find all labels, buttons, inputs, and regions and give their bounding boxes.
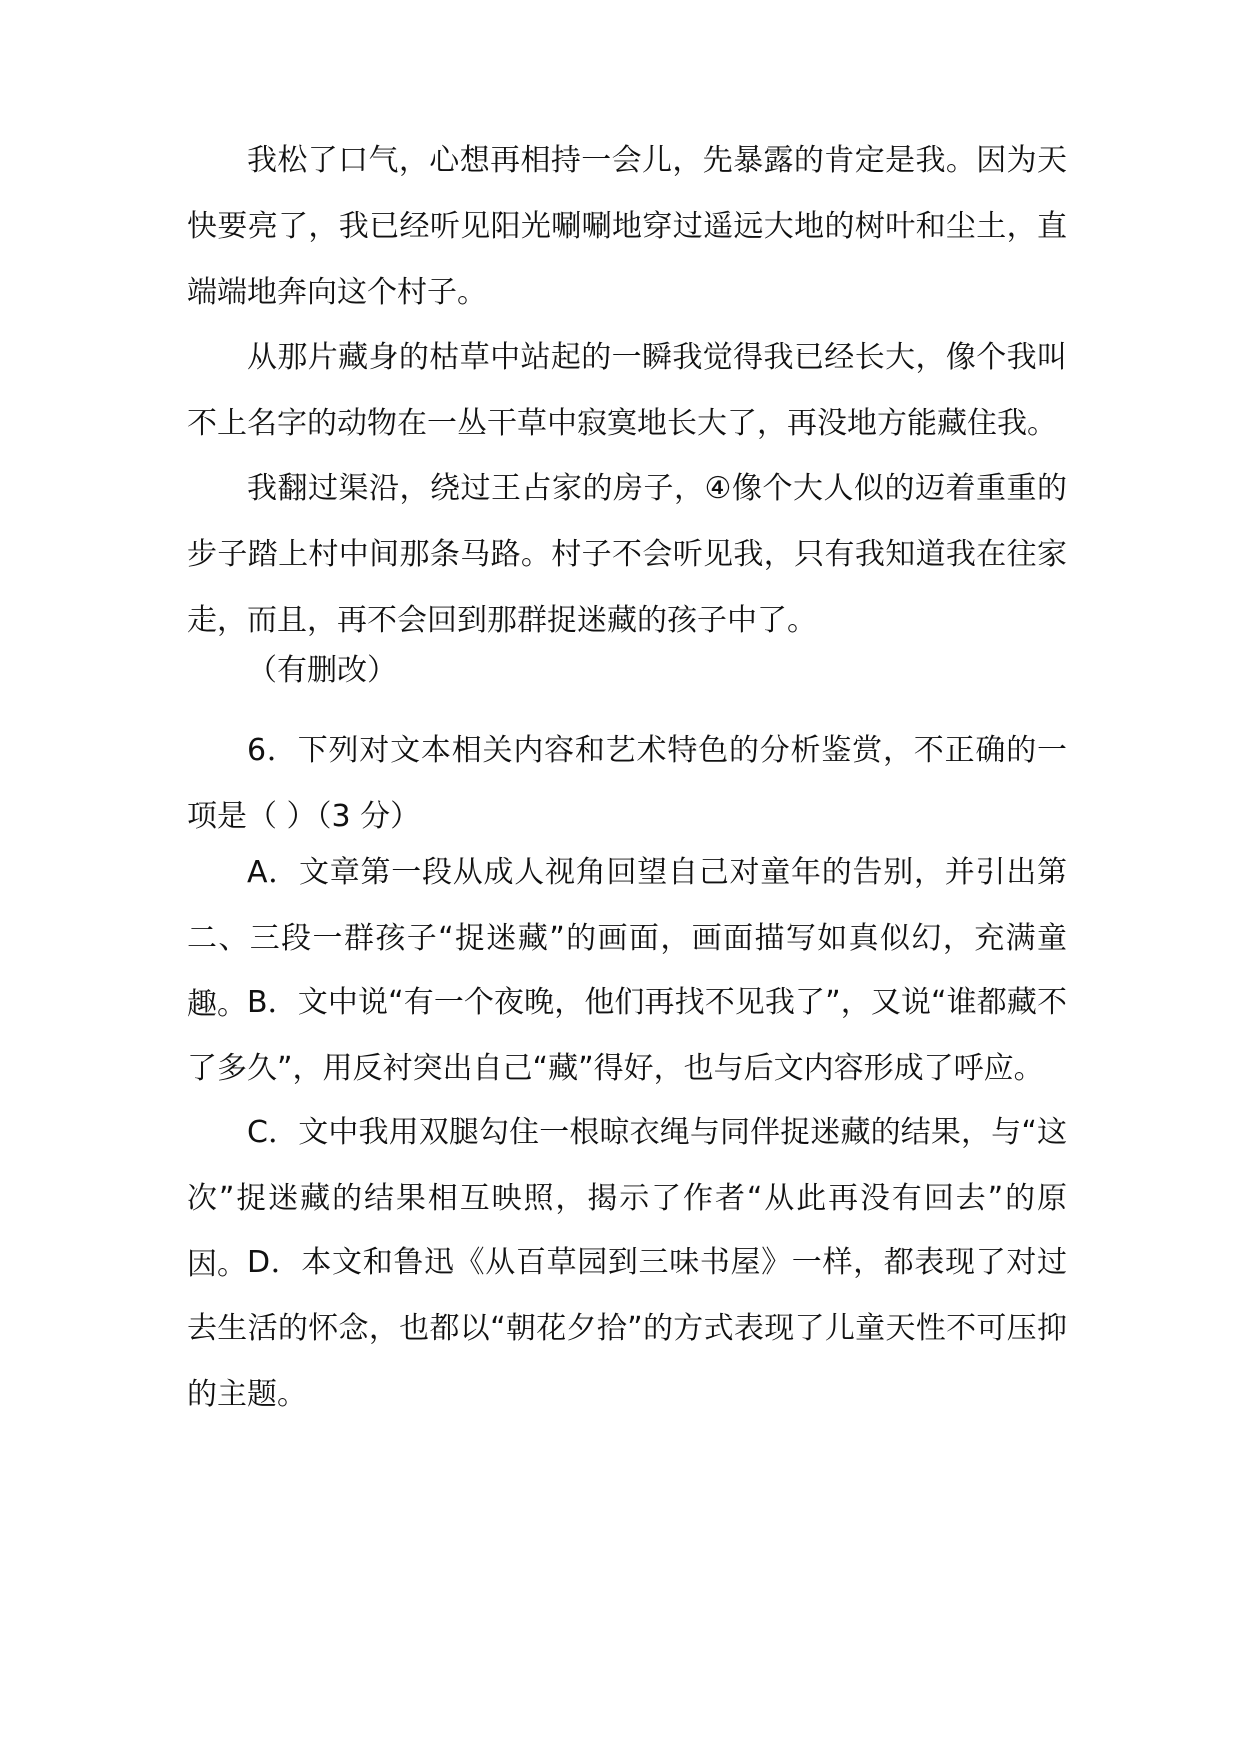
option-b: B．文中说“有一个夜晚，他们再找不见我了”，又说“谁都藏不了多久”，用反衬突出自己“藏”得好，也与后文内容形成了呼应。 <box>187 985 1067 1086</box>
source-note: （有删改） <box>247 653 397 688</box>
option-d: D．本文和鲁迅《从百草园到三味书屋》一样，都表现了对过去生活的怀念，也都以“朝花夕拾”的方式表现了儿童天性不可压抑的主题。 <box>187 1245 1067 1412</box>
paragraph-3: 我翻过渠沿，绕过王占家的房子，④像个大人似的迈着重重的步子踏上村中间那条马路。村子不会听见我，只有我知道我在往家走，而且，再不会回到那群捉迷藏的孩子中了。 <box>187 471 1067 638</box>
paragraph-2: 从那片藏身的枯草中站起的一瞬我觉得我已经长大，像个我叫不上名字的动物在一丛干草中寂寞地长大了，再没地方能藏住我。 <box>187 340 1067 441</box>
option-a: A．文章第一段从成人视角回望自己对童年的告别，并引出第二、三段一群孩子“捉迷藏”的画面，画面描写如真似幻，充满童趣。 <box>187 855 1067 1022</box>
paragraph-1: 我松了口气，心想再相持一会儿，先暴露的肯定是我。因为天快要亮了，我已经听见阳光唰唰地穿过遥远大地的树叶和尘土，直端端地奔向这个村子。 <box>187 143 1067 310</box>
question-stem: 6．下列对文本相关内容和艺术特色的分析鉴赏，不正确的一项是（ ）（3 分） <box>187 733 1067 834</box>
option-c: C．文中我用双腿勾住一根晾衣绳与同伴捉迷藏的结果，与“这次”捉迷藏的结果相互映照，揭示了作者“从此再没有回去”的原因。 <box>187 1115 1067 1282</box>
